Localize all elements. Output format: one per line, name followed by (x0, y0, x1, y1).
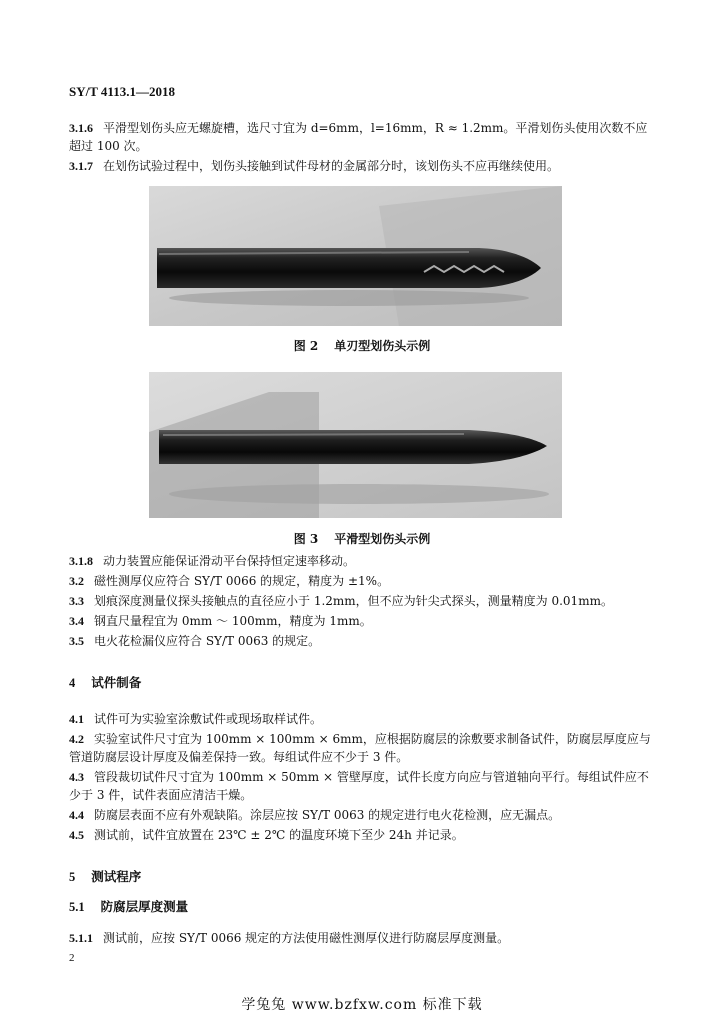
clause-3-2 (69, 572, 659, 590)
clause-text: 防腐层表面不应有外观缺陷。涂层应按 SY/T 0063 的规定进行电火花检测，应无漏点。 (94, 808, 561, 822)
clause-number: 4.5 (69, 828, 84, 842)
watermark-text: 学兔兔 www.bzfxw.com 标准下载 (241, 997, 483, 1013)
clause-3-5 (69, 632, 659, 650)
clause-text: 测试前，应按 SY/T 0066 规定的方法使用磁性测厚仪进行防腐层厚度测量。 (103, 931, 510, 945)
clause-text: 实验室试件尺寸宜为 100mm × 100mm × 6mm，应根据防腐层的涂敷要求制备试件，防腐层厚度应与管道防腐层设计厚度及偏差保持一致。每组试件应不少于 3 件。 (69, 732, 651, 764)
figure-2-photo (149, 186, 562, 326)
clause-number: 3.4 (69, 614, 84, 628)
clause-3-1-7 (69, 157, 659, 175)
clause-text: 管段裁切试件尺寸宜为 100mm × 50mm × 管壁厚度，试件长度方向应与管道轴向平行。每组试件应不少于 3 件，试件表面应清洁干燥。 (69, 770, 649, 802)
clause-text: 在划伤试验过程中，划伤头接触到试件母材的金属部分时，该划伤头不应再继续使用。 (103, 159, 560, 173)
clause-5-1-1 (69, 929, 659, 947)
subsection-title: 防腐层厚度测量 (100, 899, 189, 914)
figure-3-caption (0, 530, 724, 547)
clause-number: 3.1.8 (69, 554, 93, 568)
clause-number: 4.2 (69, 732, 84, 746)
clause-text: 钢直尺量程宜为 0mm ～ 100mm，精度为 1mm。 (94, 614, 372, 628)
figure-number: 图 3 (293, 532, 319, 546)
standard-code: SY/T 4113.1—2018 (69, 84, 175, 99)
clause-text: 电火花检漏仪应符合 SY/T 0063 的规定。 (94, 634, 321, 648)
clause-4-4 (69, 806, 659, 824)
clause-3-4 (69, 612, 659, 630)
clause-4-2 (69, 730, 659, 766)
clause-3-1-6 (69, 119, 659, 155)
page-number: 2 (69, 952, 75, 964)
clause-number: 5.1.1 (69, 931, 93, 945)
clause-3-1-8 (69, 552, 659, 570)
clause-number: 3.1.6 (69, 121, 93, 135)
clause-number: 4.4 (69, 808, 84, 822)
clause-number: 4.1 (69, 712, 84, 726)
section-number: 5 (69, 870, 76, 884)
clause-text: 测试前，试件宜放置在 23℃ ± 2℃ 的温度环境下至少 24h 并记录。 (94, 828, 464, 842)
section-title: 测试程序 (91, 869, 142, 884)
clause-number: 3.1.7 (69, 159, 93, 173)
clause-text: 划痕深度测量仪探头接触点的直径应小于 1.2mm，但不应为针尖式探头，测量精度为 0.01mm。 (94, 594, 613, 608)
clause-4-1 (69, 710, 659, 728)
clause-text: 磁性测厚仪应符合 SY/T 0066 的规定，精度为 ±1%。 (94, 574, 390, 588)
clause-4-3 (69, 768, 659, 804)
section-title: 试件制备 (91, 675, 142, 690)
section-4-heading (69, 673, 141, 691)
clause-text: 试件可为实验室涂敷试件或现场取样试件。 (94, 712, 323, 726)
clause-number: 4.3 (69, 770, 84, 784)
figure-3-photo (149, 372, 562, 518)
clause-4-5 (69, 826, 659, 844)
clause-number: 3.5 (69, 634, 84, 648)
clause-number: 3.2 (69, 574, 84, 588)
figure-number: 图 2 (293, 339, 319, 353)
section-5-heading (69, 867, 141, 885)
clause-number: 3.3 (69, 594, 84, 608)
figure-title: 平滑型划伤头示例 (334, 532, 431, 546)
clause-text: 动力装置应能保证滑动平台保持恒定速率移动。 (103, 554, 356, 568)
clause-3-3 (69, 592, 659, 610)
subsection-number: 5.1 (69, 900, 85, 914)
clause-text: 平滑型划伤头应无螺旋槽，选尺寸宜为 d=6mm，l=16mm，R ≈ 1.2mm。平滑划伤头使用次数不应超过 100 次。 (69, 121, 648, 153)
section-5-1-heading (69, 897, 188, 915)
figure-2-caption (0, 337, 724, 354)
figure-title: 单刃型划伤头示例 (334, 339, 431, 353)
section-number: 4 (69, 676, 76, 690)
